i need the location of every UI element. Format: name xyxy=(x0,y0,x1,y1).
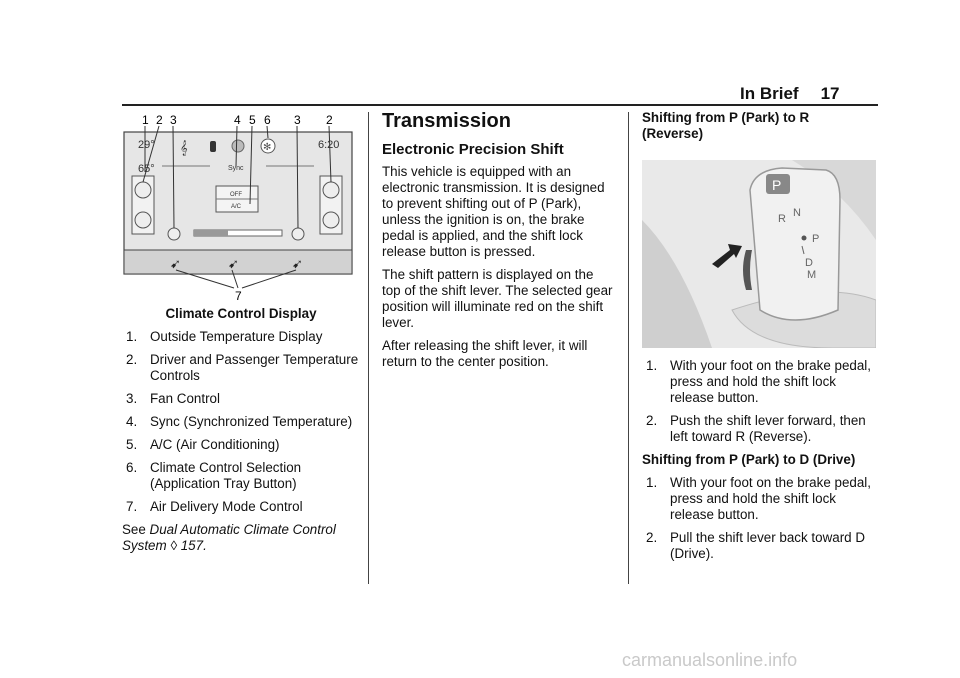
figure-caption: Climate Control Display xyxy=(165,306,317,321)
climate-control-figure xyxy=(122,112,358,302)
shift-lever xyxy=(750,168,840,320)
see-reference: See Dual Automatic Climate Control System ◊ 157. xyxy=(122,522,336,553)
pass-temp-up xyxy=(323,182,339,198)
callout-5: 5 xyxy=(249,113,256,127)
list-item: 1. Outside Temperature Display xyxy=(126,329,323,344)
list-item: 6. Climate Control Selection (Application Tray Button) xyxy=(126,460,302,491)
callout-2b: 2 xyxy=(326,113,333,127)
paragraph-3: After releasing the shift lever, it will return to the center position. xyxy=(382,338,588,369)
legend-list xyxy=(122,329,360,515)
app-icon xyxy=(232,140,244,152)
driver-temp: 65° xyxy=(138,163,155,175)
list-item: 2. Push the shift lever forward, then left toward R (Reverse). xyxy=(646,413,866,444)
music-icon: 𝄞 xyxy=(180,140,188,155)
subsection-heading: Electronic Precision Shift xyxy=(382,141,564,158)
driver-temp-down xyxy=(135,212,151,228)
shifter-figure xyxy=(642,160,876,348)
paragraph-2: The shift pattern is displayed on the top of the shift lever. The selected gear position will illuminate red on the shift lever. xyxy=(382,267,613,330)
reference-link[interactable]: Dual Automatic Climate Control System xyxy=(122,522,336,553)
fan-down xyxy=(168,228,180,240)
list-item: 5. A/C (Air Conditioning) xyxy=(126,437,280,452)
callout-4: 4 xyxy=(234,113,241,127)
clock: 6:20 xyxy=(318,139,340,151)
column-divider-2 xyxy=(628,112,629,584)
list-item: 1. With your foot on the brake pedal, press and hold the shift lock release button. xyxy=(646,475,871,522)
page-number: 17 xyxy=(820,84,840,103)
column-divider-1 xyxy=(368,112,369,584)
heading-park-to-reverse: Shifting from P (Park) to R (Reverse) xyxy=(642,110,810,141)
gear-n: N xyxy=(793,207,801,219)
list-item: 7. Air Delivery Mode Control xyxy=(126,499,303,514)
gear-d: D xyxy=(805,257,813,269)
right-column xyxy=(642,358,878,569)
list-item: 3. Fan Control xyxy=(126,391,220,406)
paragraph-1: This vehicle is equipped with an electronic transmission. It is designed to prevent shifting out of P (Park), unless the ignition is on, the brake pedal is applied, and the shift lock release button is pressed. xyxy=(382,164,605,259)
watermark: carmanualsonline.info xyxy=(622,650,798,670)
mode-bilevel-icon: ➹ xyxy=(228,256,239,271)
callout-2: 2 xyxy=(156,113,163,127)
heading-park-to-drive: Shifting from P (Park) to D (Drive) xyxy=(642,452,856,467)
callout-1: 1 xyxy=(142,113,149,127)
phone-icon xyxy=(210,141,216,152)
gear-r: R xyxy=(778,213,786,225)
pass-temp-down xyxy=(323,212,339,228)
list-item: 2. Driver and Passenger Temperature Controls xyxy=(126,352,359,383)
gear-p: P xyxy=(812,233,820,245)
left-column xyxy=(122,306,360,561)
fan-up xyxy=(292,228,304,240)
middle-column xyxy=(382,164,614,377)
steps-drive xyxy=(642,475,878,562)
section-heading: Transmission xyxy=(382,110,511,132)
pass-temp: 29° xyxy=(138,139,155,151)
ac-label: A/C xyxy=(231,204,242,210)
page-header xyxy=(740,84,839,104)
callout-3: 3 xyxy=(170,113,177,127)
list-item: 2. Pull the shift lever back toward D (Drive). xyxy=(646,530,865,561)
section-title: In Brief xyxy=(740,84,799,103)
mode-defrost-icon: ➹ xyxy=(292,256,303,271)
gear-dot xyxy=(802,236,807,241)
header-rule xyxy=(122,104,878,106)
gear-m: M xyxy=(807,269,817,281)
park-button-label: P xyxy=(772,177,782,193)
reference-page: ◊ 157. xyxy=(170,538,207,553)
list-item: 4. Sync (Synchronized Temperature) xyxy=(126,414,353,429)
steps-reverse xyxy=(642,358,878,445)
callout-3b: 3 xyxy=(294,113,301,127)
off-label: OFF xyxy=(230,192,242,198)
callout-6: 6 xyxy=(264,113,271,127)
list-item: 1. With your foot on the brake pedal, press and hold the shift lock release button. xyxy=(646,358,871,405)
driver-temp-up xyxy=(135,182,151,198)
snowflake-icon: ✻ xyxy=(263,142,272,153)
callout-7: 7 xyxy=(235,289,242,302)
mode-face-icon: ➹ xyxy=(170,256,181,271)
fan-bar-fill xyxy=(194,230,228,236)
sync-label: Sync xyxy=(228,165,244,172)
